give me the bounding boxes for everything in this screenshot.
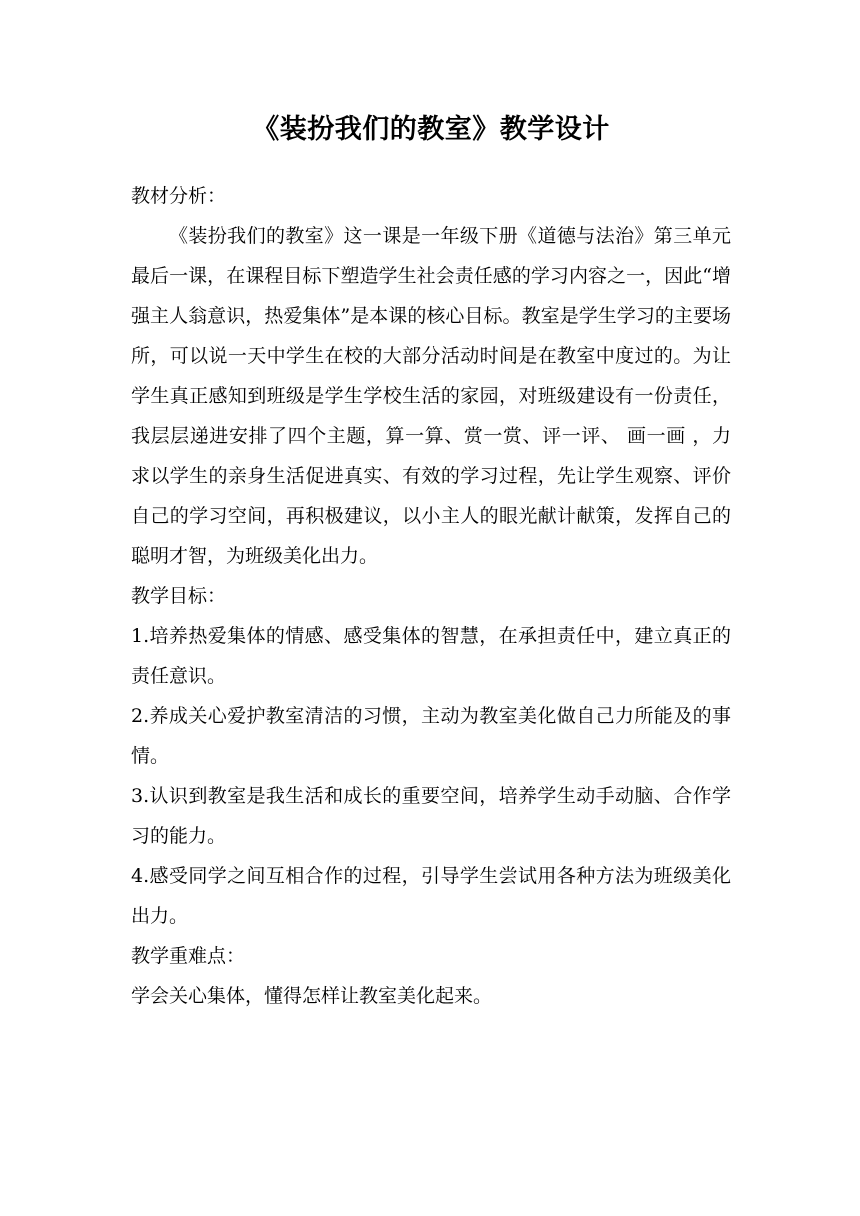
- section-teaching-goals: [131, 576, 731, 936]
- teaching-goal-item-4: 4.感受同学之间互相合作的过程，引导学生尝试用各种方法为班级美化出力。: [131, 865, 731, 927]
- section-key-points: [131, 936, 731, 1016]
- section-heading-material-analysis: 教材分析：: [131, 185, 227, 207]
- section-material-analysis: [131, 176, 731, 576]
- teaching-goal-item-3: 3.认识到教室是我生活和成长的重要空间，培养学生动手动脑、合作学习的能力。: [131, 785, 731, 847]
- key-points-paragraph: 学会关心集体，懂得怎样让教室美化起来。: [131, 985, 493, 1007]
- material-analysis-paragraph: 《装扮我们的教室》这一课是一年级下册《道德与法治》第三单元最后一课，在课程目标下塑造学生社会责任感的学习内容之一，因此“增强主人翁意识，热爱集体”是本课的核心目标。教室是学生学习的主要场所，可以说一天中学生在校的大部分活动时间是在教室中度过的。为让学生真正感知到班级是学生学校生活的家园，对班级建设有一份责任， 我层层递进安排了四个主题，算一算、赏一赏、评一评、 画一画 ，力求以学生的亲身生活促进真实、有效的学习过程，先让学生观察、评价自己的学习空间，再积极建议，以小主人的眼光献计献策，发挥自己的聪明才智，为班级美化出力。: [131, 225, 731, 567]
- teaching-goal-item-1: 1.培养热爱集体的情感、感受集体的智慧，在承担责任中，建立真正的责任意识。: [131, 625, 731, 687]
- section-heading-teaching-goals: 教学目标：: [131, 585, 227, 607]
- document-page: [131, 112, 731, 1016]
- document-title: 《装扮我们的教室》教学设计: [252, 114, 610, 145]
- teaching-goal-item-2: 2.养成关心爱护教室清洁的习惯，主动为教室美化做自己力所能及的事情。: [131, 705, 731, 767]
- section-heading-key-points: 教学重难点：: [131, 945, 246, 967]
